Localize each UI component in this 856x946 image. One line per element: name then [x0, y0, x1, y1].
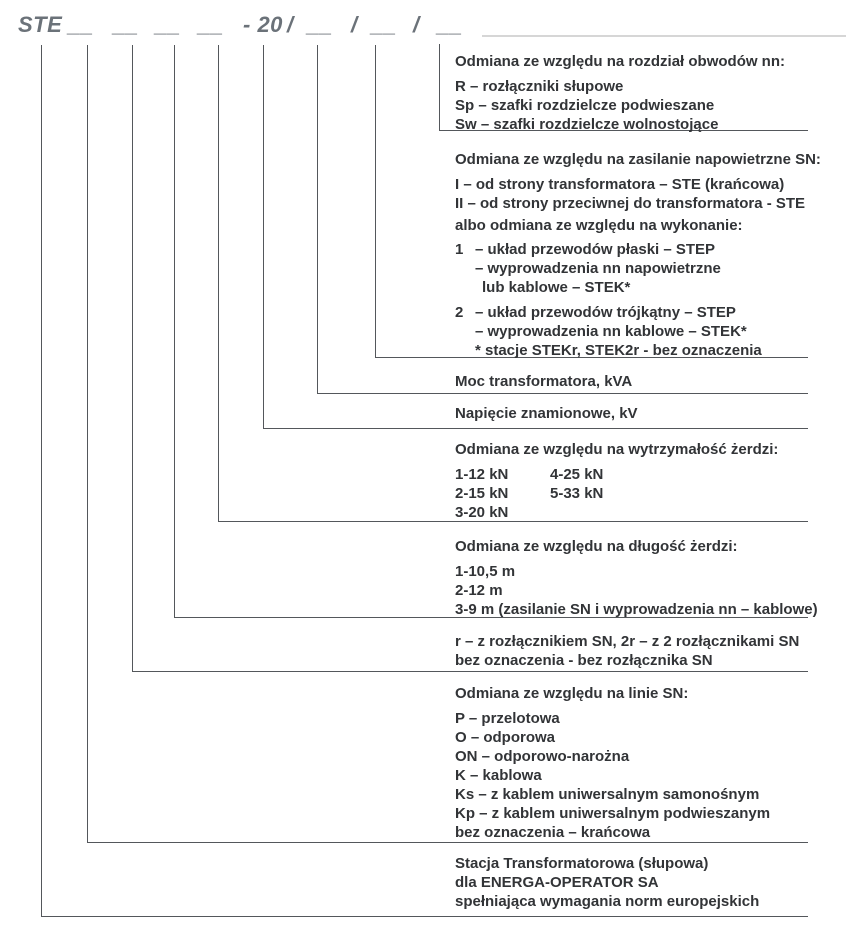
block-title: Odmiana ze względu na zasilanie napowietrzne SN:: [455, 151, 821, 168]
block-item: K – kablowa: [455, 767, 542, 784]
code-voltage: - 20: [243, 12, 283, 37]
block-item: II – od strony przeciwnej do transformatora - STE: [455, 195, 806, 212]
block-wytrzymalosc-zerdzi: [455, 440, 850, 522]
option-number: 2: [455, 304, 464, 321]
top-faint-rule: [482, 35, 846, 37]
block-label: Napięcie znamionowe, kV: [455, 405, 638, 422]
block-item: 1-12 kN: [455, 466, 509, 483]
code-blank-4: __: [198, 12, 224, 37]
block-item: Stacja Transformatorowa (słupowa): [455, 855, 709, 872]
option-line: – układ przewodów trójkątny – STEP: [475, 304, 736, 321]
block-item: Ks – z kablem uniwersalnym samonośnym: [455, 786, 760, 803]
block-item: 5-33 kN: [550, 485, 604, 502]
code-blank-5: __: [307, 12, 333, 37]
option-footnote: * stacje STEKr, STEK2r - bez oznaczenia: [475, 342, 762, 359]
block-title: Odmiana ze względu na długość żerdzi:: [455, 538, 738, 555]
connector-vertical-stacja: [41, 45, 42, 917]
option-1: [455, 240, 850, 297]
separator-linie: [87, 842, 808, 843]
block-napiecie-znamionowe: [455, 404, 850, 423]
block-stacja-transformatorowa: [455, 854, 850, 911]
block-item: R – rozłączniki słupowe: [455, 78, 624, 95]
block-item: 2-12 m: [455, 582, 503, 599]
block-dlugosc-zerdzi: [455, 537, 850, 619]
block-subtitle: albo odmiana ze względu na wykonanie:: [455, 217, 743, 234]
block-item: Sw – szafki rozdzielcze wolnostojące: [455, 116, 719, 133]
separator-napiecie: [263, 428, 808, 429]
connector-vertical-wytrzymalosc: [218, 45, 219, 522]
block-item: Sp – szafki rozdzielcze podwieszane: [455, 97, 715, 114]
connector-vertical-rozdzial: [439, 44, 440, 131]
block-title: Odmiana ze względu na linie SN:: [455, 685, 689, 702]
code-blank-1: __: [68, 12, 94, 37]
block-item: ON – odporowo-narożna: [455, 748, 630, 765]
block-item: bez oznaczenia – krańcowa: [455, 824, 651, 841]
block-title: Odmiana ze względu na rozdział obwodów nn:: [455, 53, 786, 70]
block-item: 3-9 m (zasilanie SN i wyprowadzenia nn – kablowe): [455, 601, 818, 618]
block-label: Moc transformatora, kVA: [455, 373, 633, 390]
code-blank-7: __: [437, 12, 463, 37]
connector-vertical-moc: [317, 45, 318, 394]
option-line: – wyprowadzenia nn napowietrzne: [475, 260, 721, 277]
block-rozlacznik-sn: [455, 632, 850, 670]
connector-vertical-linie: [87, 45, 88, 843]
code-slash-2: /: [351, 12, 358, 37]
option-line: – wyprowadzenia nn kablowe – STEK*: [475, 323, 747, 340]
block-item: bez oznaczenia - bez rozłącznika SN: [455, 652, 713, 669]
block-item: Kp – z kablem uniwersalnym podwieszanym: [455, 805, 771, 822]
block-item: r – z rozłącznikiem SN, 2r – z 2 rozłącznikami SN: [455, 633, 800, 650]
option-number: 1: [455, 241, 464, 258]
block-item: 4-25 kN: [550, 466, 604, 483]
option-line: lub kablowe – STEK*: [482, 279, 631, 296]
block-item: I – od strony transformatora – STE (krańcowa): [455, 176, 785, 193]
separator-stacja: [41, 916, 808, 917]
block-linie-sn: [455, 684, 850, 842]
block-moc-transformatora: [455, 372, 850, 391]
connector-vertical-zasilanie: [375, 45, 376, 358]
connector-vertical-rozlacznik: [132, 45, 133, 672]
block-item: 2-15 kN: [455, 485, 509, 502]
separator-moc: [317, 393, 808, 394]
connector-vertical-napiecie: [263, 45, 264, 429]
connector-vertical-dlugosc: [174, 45, 175, 618]
block-item: 3-20 kN: [455, 504, 509, 521]
option-line: – układ przewodów płaski – STEP: [475, 241, 716, 258]
separator-rozlacznik: [132, 671, 808, 672]
code-blank-3: __: [155, 12, 181, 37]
block-item: 1-10,5 m: [455, 563, 516, 580]
block-item: O – odporowa: [455, 729, 556, 746]
option-2: [455, 303, 850, 360]
block-title: Odmiana ze względu na wytrzymałość żerdzi:: [455, 441, 779, 458]
block-zasilanie-sn: [455, 150, 850, 360]
code-slash-3: /: [413, 12, 420, 37]
code-slash-1: /: [287, 12, 294, 37]
code-prefix: STE: [18, 12, 63, 37]
block-item: P – przelotowa: [455, 710, 560, 727]
block-item: spełniająca wymagania norm europejskich: [455, 893, 760, 910]
code-blank-2: __: [113, 12, 139, 37]
block-rozdzial-obwodow: [455, 52, 850, 134]
block-item: dla ENERGA-OPERATOR SA: [455, 874, 659, 891]
code-blank-6: __: [371, 12, 397, 37]
